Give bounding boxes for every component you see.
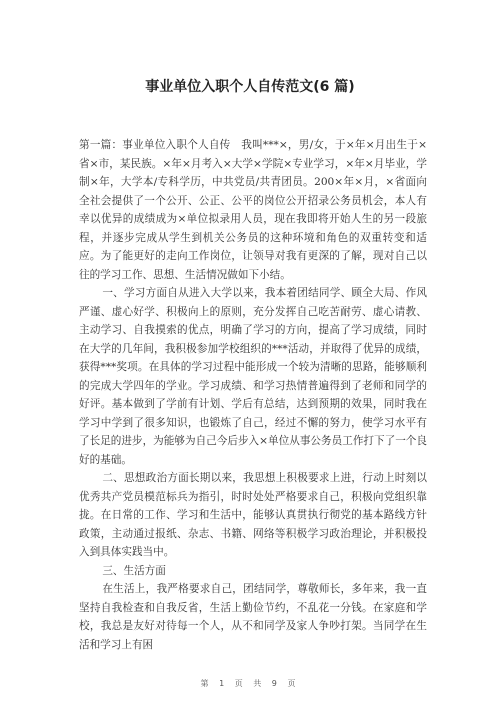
paragraph-politics: 二、思想政治方面长期以来，我思想上积极要求上进，行动上时刻以优秀共产党员模范标兵为指引，时时处处严格要求自己，积极向党组织靠拢。在日常的工作、学习和生活中，能够认真贯执行彻党的基本路线方针政策，主动通过报纸、杂志、书籍、网络等积极学习政治理论，并积极投入到具体实践当中。 [79,472,427,558]
paragraph-life: 在生活上，我严格要求自己，团结同学，尊敬师长，多年来，我一直坚持自我检查和自我反省，生活上勤俭节约，不乱花一分钱。在家庭和学校，我总是友好对待每一个人，从不和同学及家人争吵打架。当同学在生活和学习上有困 [79,583,427,651]
document-title: 事业单位入职个人自传范文(6 篇) [145,79,355,95]
page-number-footer: 第 1 页 共 9 页 [200,679,300,688]
paragraph-intro: 第一篇：事业单位入职个人自传 我叫***×，男/女，于×年×月出生于×省×市，某民族。×年×月考入×大学×学院×专业学习，×年×月毕业，学制×年，大学本/专科学历，中共党员/共青团员。200×年×月，×省面向全社会提供了一个公开、公正、公平的岗位公开招录公务员机会，本人有幸以优异的成绩成为×单位拟录用人员，现在我即将开始人生的另一段旅程，并逐步完成从学生到机关公务员的这种环境和角色的双重转变和适应。为了能更好的走向工作岗位，让领导对我有更深的了解，现对自己以往的学习工作、思想、生活情况做如下小结。 [79,139,427,281]
section-heading-life: 三、生活方面 [102,564,166,577]
paragraph-study: 一、学习方面自从进入大学以来，我本着团结同学、顾全大局、作风严谨、虚心好学、积极向上的原则，充分发挥自己吃苦耐劳、虚心请教、主动学习、自我摸索的优点，明确了学习的方向，提高了学习成绩，同时在大学的几年间，我积极参加学校组织的***活动，并取得了优异的成绩，获得***奖项。在具体的学习过程中能形成一个较为清晰的思路，能够顺利的完成大学四年的学业。学习成绩、和学习热情普遍得到了老师和同学的好评。基本做到了学前有计划、学后有总结，达到预期的效果，同时我在学习中学到了很多知识，也锻炼了自己，经过不懈的努力，使学习水平有了长足的进步，为能够为自己今后步入×单位从事公务员工作打下了一个良好的基础。 [79,287,427,466]
document-body [79,136,427,654]
